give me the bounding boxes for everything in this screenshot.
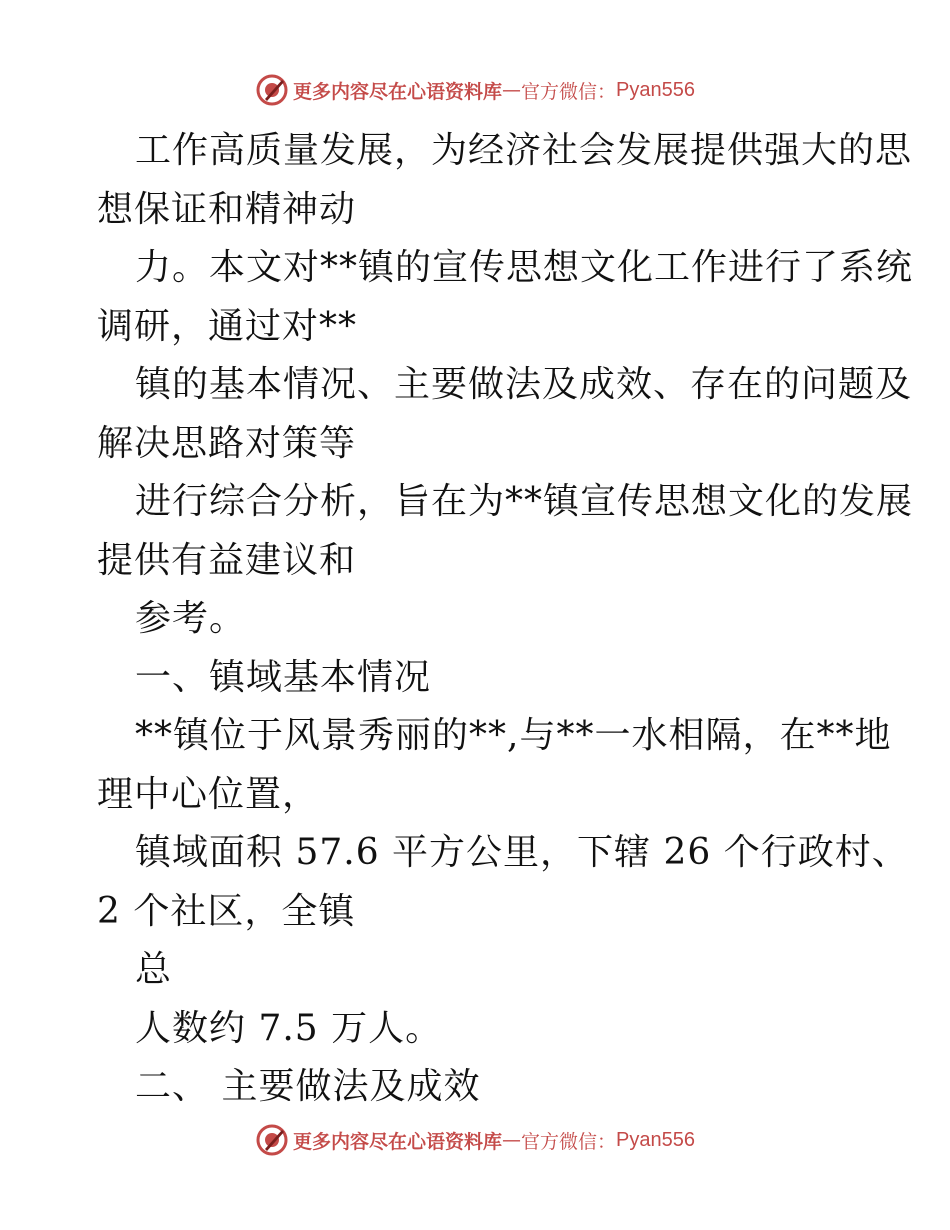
paragraph-line: 2 个社区，全镇	[97, 890, 356, 932]
paragraph-line: 镇域面积 57.6 平方公里，下辖 26 个行政村、	[135, 832, 909, 873]
watermark-brand: 更多内容尽在心语资料库	[293, 80, 503, 103]
watermark-wechat-label: 官方微信：	[521, 1130, 617, 1153]
paragraph-line: 参考。	[135, 598, 247, 639]
section-heading: 二、 主要做法及成效	[135, 1066, 481, 1107]
watermark-wechat-label: 官方微信：	[521, 80, 617, 103]
paragraph-line: 提供有益建议和	[97, 539, 357, 581]
paragraph-line: **镇位于风景秀丽的**,与**一水相隔，在**地	[135, 715, 892, 756]
paragraph-line: 力。本文对**镇的宣传思想文化工作进行了系统	[135, 247, 914, 288]
section-heading: 一、镇域基本情况	[135, 656, 432, 698]
paragraph-line: 想保证和精神动	[97, 188, 357, 230]
header-watermark	[0, 70, 950, 110]
watermark-brand: 更多内容尽在心语资料库	[293, 1130, 503, 1153]
paragraph-line: 工作高质量发展，为经济社会发展提供强大的思	[135, 130, 913, 171]
paragraph-line: 理中心位置，	[97, 773, 320, 815]
watermark-dash: —	[502, 1129, 522, 1151]
footer-watermark	[0, 1120, 950, 1160]
paragraph-line: 人数约 7.5 万人。	[135, 1007, 443, 1049]
paragraph-line: 解决思路对策等	[97, 422, 357, 464]
watermark-wechat-id: Pyan556	[616, 78, 695, 101]
paragraph-line: 进行综合分析，旨在为**镇宣传思想文化的发展	[135, 481, 914, 522]
paragraph-line: 总	[135, 949, 173, 990]
brand-logo-icon	[255, 73, 289, 107]
watermark-dash: —	[502, 79, 522, 101]
document-body	[97, 122, 914, 1117]
brand-logo-icon	[255, 1123, 289, 1157]
paragraph-line: 镇的基本情况、主要做法及成效、存在的问题及	[135, 364, 913, 405]
watermark-wechat-id: Pyan556	[616, 1128, 695, 1151]
paragraph-line: 调研，通过对**	[97, 305, 358, 347]
